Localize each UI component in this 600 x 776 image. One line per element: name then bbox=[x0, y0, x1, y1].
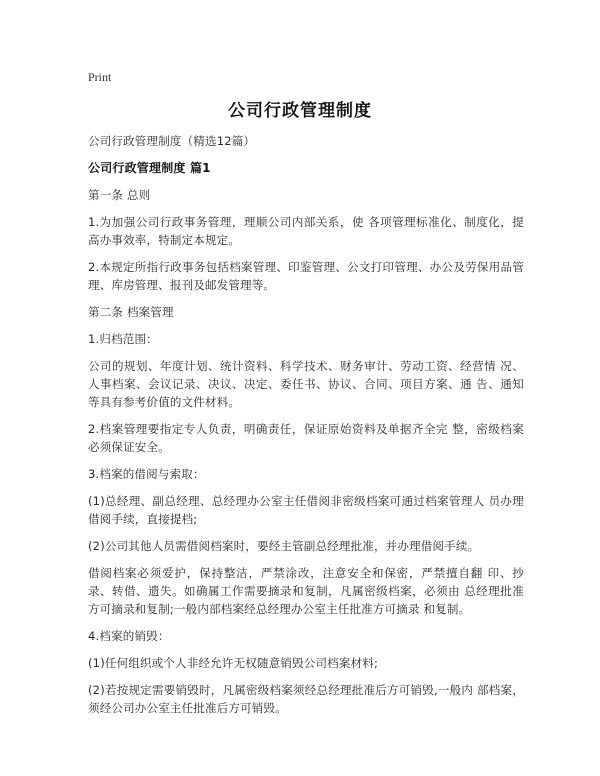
paragraph: 2.本规定所指行政事务包括档案管理、印鉴管理、公文打印管理、办公及劳保用品管理、库房管理、报刊及邮发管理等。 bbox=[88, 260, 524, 292]
paragraph: 4.档案的销毁： bbox=[88, 629, 170, 643]
paragraph: 1.为加强公司行政事务管理，理顺公司内部关系，使 各项管理标准化、制度化，提高办事效率，特制定本规定。 bbox=[88, 215, 524, 247]
page-title: 公司行政管理制度 bbox=[228, 101, 372, 121]
paragraph: 1.归档范围： bbox=[88, 332, 158, 346]
paragraph: (2)若按规定需要销毁时，凡属密级档案须经总经理批准后方可销毁,一般内 部档案，须经公司办公室主任批准后方可销毁。 bbox=[88, 683, 524, 715]
document-body bbox=[88, 132, 524, 726]
paragraph: 公司的规划、年度计划、统计资料、科学技术、财务审计、劳动工资、经营情 况、人事档案、会议记录、决议、决定、委任书、协议、合同、项目方案、通 告、通知等具有参考价值的文件材料。 bbox=[88, 359, 524, 409]
paragraph: 公司行政管理制度（精选12篇） bbox=[88, 134, 256, 148]
paragraph: 第二条 档案管理 bbox=[88, 305, 174, 319]
paragraph: (1)总经理、副总经理、总经理办公室主任借阅非密级档案可通过档案管理人 员办理借阅手续，直接提档; bbox=[88, 494, 524, 526]
paragraph: 第一条 总则 bbox=[88, 188, 151, 202]
paragraph: 借阅档案必须爱护，保持整洁，严禁涂改，注意安全和保密，严禁擅自翻 印、抄录、转借、遗失。如确属工作需要摘录和复制，凡属密级档案，必须由 总经理批准方可摘录和复制;一般内部档案经总经理办公室主任批准方可摘录 和复制。 bbox=[88, 566, 524, 616]
paragraph: (1)任何组织或个人非经允许无权随意销毁公司档案材料; bbox=[88, 656, 379, 670]
paragraph: 3.档案的借阅与索取： bbox=[88, 467, 205, 481]
paragraph: 2.档案管理要指定专人负责，明确责任，保证原始资料及单据齐全完 整，密级档案必须保证安全。 bbox=[88, 422, 524, 454]
paragraph: (2)公司其他人员需借阅档案时，要经主管副总经理批准，并办理借阅手续。 bbox=[88, 539, 480, 553]
print-label[interactable]: Print bbox=[88, 70, 112, 84]
section-heading: 公司行政管理制度 篇1 bbox=[88, 161, 211, 175]
